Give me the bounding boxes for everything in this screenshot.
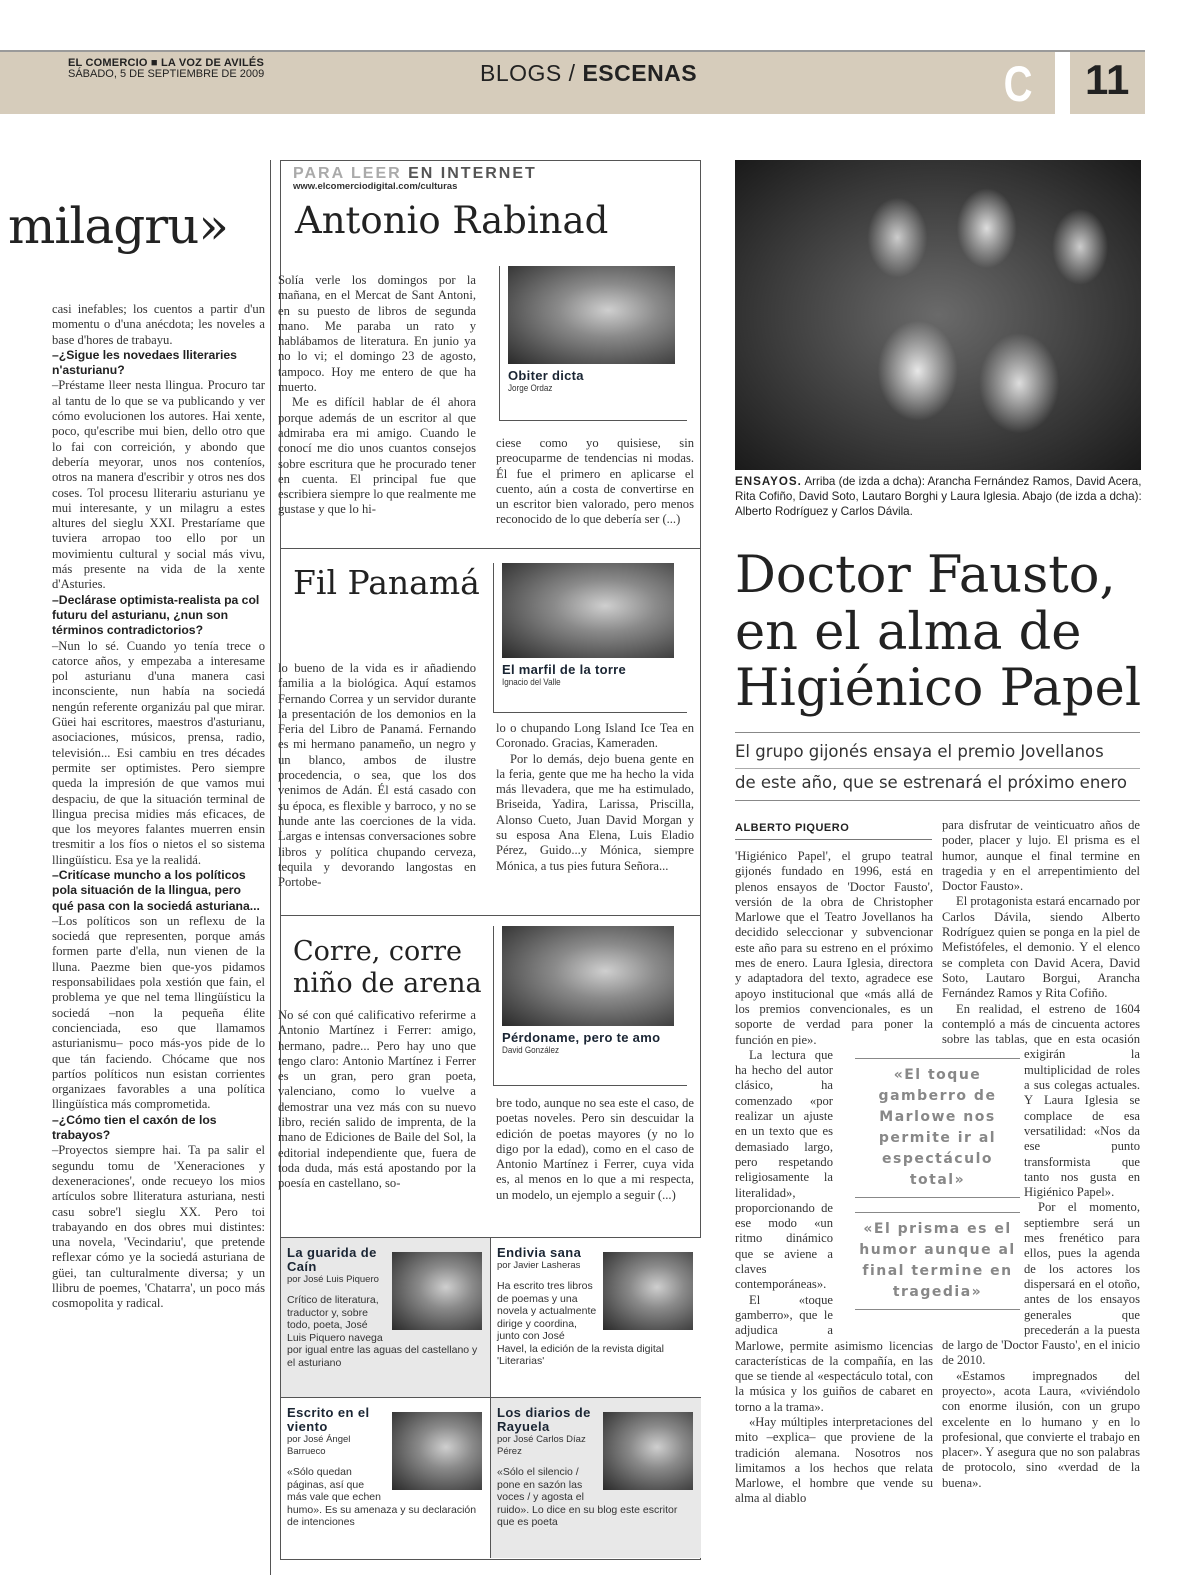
blogger-photo [603, 1412, 693, 1490]
paragraph: Por el momento, septiembre será un mes frenético para ellos, pues la agenda de los actores los dispersará en el otoño, antes de los ensayos generales que precederán a la puesta de largo de 'Doctor Fausto', en el inicio de 2010. [942, 1200, 1140, 1368]
paragraph: El protagonista estará encarnado por Carlos Dávila, siendo Alberto Rodríguez quien se ponga en la piel de Mefistófeles, el demonio. Y el elenco se completa con David Acera, David Soto, Lautaro Borgui, Arancha Fernández Ramos y Rita Cofiño. [942, 894, 1140, 1001]
blog-description: «Sólo quedan páginas, así que más vale que echen humo». Es su amenaza y su declaración de intenciones [287, 1466, 477, 1528]
c-logo: C [1003, 56, 1033, 112]
author-photo [502, 926, 674, 1026]
paragraph: Por lo demás, dejo buena gente en la feria, gente que me ha hecho la vida más llevadera, que me ha estimulado, Briseida, Yadira, Larissa, Priscilla, Alonso Cueto, Juan David Morgan y su esposa Ana Elena, Luis Eladio Pérez, Guido...y Mónica, siempre Mónica, a tus pies futura Señora... [496, 751, 694, 873]
publication-name: EL COMERCIO ■ LA VOZ DE AVILÉS [68, 57, 264, 69]
paragraph: Solía verle los domingos por la mañana, en el Mercat de Sant Antoni, en su puesto de libros de segunda mano. Me paraba un rato y hablábamos de literatura. En junio ya no lo vi; el domingo 23 de agosto, tampoco. Hoy me entero de que ha muerto. [278, 273, 476, 395]
paragraph: Me es difícil hablar de él ahora porque además de un escritor al que admiraba era mi amigo. Cuando le conocí me dio unos cuantos consejos sobre escritura que he procurado tener en cuenta. El principal fue que escribiera siempre lo que realmente me gustase y que lo hi- [278, 395, 476, 517]
caption-label: ENSAYOS. [735, 475, 802, 488]
kicker-light: PARA LEER [293, 165, 409, 182]
blog-section-corre [278, 916, 700, 1238]
paragraph: para disfrutar de veinticuatro años de poder, placer y lujo. El prisma es el humor, aunque el final termine en tragedia y en el arrepentimiento del Doctor Fausto». [942, 818, 1140, 894]
blog-cell[interactable] [281, 1238, 491, 1398]
pullquotes [855, 1058, 1020, 1310]
blog-section-panama [278, 549, 700, 916]
blog-name[interactable]: Obiter dicta [508, 368, 584, 383]
blog-description: Ha escrito tres libros de poemas y una novela y actualmente dirige y coordina, junto con José Havel, la edición de la revista digital 'Literarias' [497, 1280, 664, 1367]
section-title: Fil Panamá [293, 563, 480, 602]
column-rule [270, 160, 271, 1575]
kicker-dark: EN INTERNET [408, 165, 537, 182]
rehearsal-photo [735, 160, 1141, 470]
subhead-line: El grupo gijonés ensaya el premio Jovellanos [735, 742, 1104, 761]
section-text-col2 [496, 1096, 694, 1203]
section-bold: ESCENAS [582, 60, 698, 86]
main-headline: Doctor Fausto, en el alma de Higiénico Papel [735, 546, 1142, 718]
publication-info [68, 58, 264, 80]
page-number: 11 [1085, 56, 1130, 103]
subhead-line: de este año, que se estrenará el próximo enero [735, 773, 1127, 792]
internet-url[interactable]: www.elcomerciodigital.com/culturas [293, 181, 458, 192]
blog-name[interactable]: El marfil de la torre [502, 662, 627, 677]
pullquote: «El toque gamberro de Marlowe nos permite ir al espectáculo total» [855, 1058, 1020, 1198]
section-title [480, 60, 697, 87]
paragraph: El «toque gamberro», que le adjudica a Marlowe, permite asimismo licencias características de la compañía, en las que se tiende al «espectáculo total, con la música y los guiños de cabaret en torno a la trama». [735, 1292, 933, 1414]
blog-title[interactable]: Los diarios de Rayuela [497, 1405, 591, 1434]
paragraph: lo o chupando Long Island Ice Tea en Coronado. Gracias, Kameraden. [496, 721, 694, 751]
blog-title[interactable]: Endivia sana [497, 1245, 582, 1260]
section-text-col1 [278, 661, 476, 890]
blogger-photo [603, 1252, 693, 1330]
paragraph: «Estamos impregnados del proyecto», acota Laura, «viviéndolo con enorme ilusión, con un grupo excelente en lo humano y en lo profesional, que convierte el trabajo en placer». Y asegura que no son palabras de protocolo, sino «verdad de la buena». [942, 1368, 1140, 1490]
blogger-photo [392, 1412, 482, 1490]
section-text-col1 [278, 273, 476, 518]
interview-question: –¿Sigue les novedaes lliteraries n'asturianu? [52, 347, 237, 378]
section-text-col2 [496, 721, 694, 874]
paragraph: 'Higiénico Papel', el grupo teatral gijonés fundado en 1996, está en plenos ensayos de 'Doctor Fausto', versión de la obra de Christopher Marlowe que el Teatro Jovellanos ha decidido seleccionar y subvencionar este año para su estreno en el próximo mes de enero. Laura Iglesia, directora y adaptadora del texto, agradece ese apoyo institucional que «más allá de los premios convencionales, es un soporte de verdad para poner la función en pie». [735, 849, 933, 1047]
subheadline [735, 736, 1140, 798]
blog-cell[interactable] [491, 1238, 701, 1398]
blog-author: Jorge Ordaz [508, 383, 553, 394]
caption-text: Arriba (de izda a dcha): Arancha Fernández Ramos, David Acera, Rita Cofiño, David Soto, Lautaro Borghi y Laura Iglesia. Abajo (de izda a dcha): Alberto Rodríguez y Carlos Dávila. [735, 475, 1142, 518]
interview-answer: –Préstame lleer nesta llingua. Procuro tar al tantu de lo que se va publicando y ver cómo evolucionen los autores. Hai xente, poco, qu'escribe mui bien, dello otro que lo fai con correición, y abondo que debería meyorar, unos nos conteníos, otros na manera d'escribir y otros nes dos coses. Tol procesu lliterariu asturianu ye mui interesante, y un milagru a estes altures del sieglu XXI. Prestaríame que tuviera arropao too ello por un movimientu cultural y social más vivu, más presente na vida de la xente d'Asturies. [52, 378, 265, 592]
section-light: BLOGS / [480, 60, 583, 86]
blog-title[interactable]: La guarida de Caín [287, 1245, 377, 1274]
paragraph: No sé con qué calificativo referirme a Antonio Martínez i Ferrer: amigo, hermano, padre... Pero hay uno que tengo claro: Antonio Martínez i Ferrer es un gran, pero gran poeta, valenciano, como lo vuelve a demostrar una vez más con su nuevo libro, recién salido de imprenta, de la mano de Ediciones de Baile del Sol, la editorial independiente que, fuera de toda duda, más está apostando por la poesía en castellano, so- [278, 1008, 476, 1191]
subhead-rule [735, 732, 1140, 733]
blog-title[interactable]: Escrito en el viento [287, 1405, 370, 1434]
paragraph: bre todo, aunque no sea este el caso, de poetas noveles. Pero sin descuidar la edición de poetas mayores (y no lo digo por la edad), como en el caso de Antonio Martínez i Ferrer, cuya vida es, al menos en lo que a mi respecta, un modelo, un ejemplo a seguir (...) [496, 1096, 694, 1202]
blog-description: «Sólo el silencio / pone en sazón las voces / y agosta el ruido». Lo dice en su blog este escritor que es poeta [497, 1466, 678, 1528]
author-photo [502, 563, 674, 658]
interview-answer: –Proyectos siempre hai. Ta pa salir el segundu tomu de 'Xeneraciones y dexeneraciones', onde recueyo los mios artículos sobre lliteratura asturiana, nesti casu sobre'l sieglu XX. Pero toi trabayando en dos obres mui distintes: una novela, 'Vecindariu', que pretende reflexar cómo ye la sociedá asturiana de güei, tan culturalmente diversa; y un llibru de poemes, 'Chatarra', un poco más cosmopolita y radical. [52, 1143, 265, 1311]
left-article-body [52, 302, 265, 1312]
blog-name[interactable]: Pérdoname, pero te amo [502, 1030, 661, 1045]
blog-card[interactable] [493, 926, 687, 1086]
blog-author: por José Carlos Díaz Pérez [497, 1434, 586, 1457]
interview-question: –Declárase optimista-realista pa col futuru del asturianu, ¿nun son términos contradictorios? [52, 592, 260, 638]
blog-description: Crítico de literatura, traductor y, sobre todo, poeta, José Luis Piquero navega por igual entre las aguas del castellano y el asturiano [287, 1294, 478, 1369]
blog-author: por José Ángel Barrueco [287, 1434, 351, 1457]
paragraph: En realidad, el estreno de 1604 contempló a más de cincuenta actores sobre las tablas, que en esta ocasión exigirán la multiplicidad de roles a sus colegas actuales. Y Laura Iglesia se complace de esa versatilidad: «Nos da ese punto transformista que tanto nos gusta en Higiénico Papel». [942, 1001, 1140, 1200]
blog-author: por José Luis Piquero [287, 1274, 379, 1285]
interview-question: –Critícase muncho a los políticos pola situación de la llingua, pero qué pasa con la sociedá asturiana... [52, 867, 260, 913]
blogger-photo [392, 1252, 482, 1330]
section-text-col2 [496, 436, 694, 528]
interview-answer: –Nun lo sé. Cuando yo tenía trece o catorce años, y empezaba a interesame pol asturianu d'una manera casi inconsciente, nun había na sociedá nengún referente organizáu pal que mirar. Güei hai escritores, maestros d'asturianu, asociaciones, músicos, prensa, radio, televisión... Esi cambiu en tres décades permite ser optimistes. Pero siempre queda la impresión de que vamos mui despaciu, de que la situación terminal de llingua precisa midies más eficaces, de que los meyores falantes muerren ensin tresmitir a los fíos o nietos el so sistema llingüísticu. Esa ye la realidá. [52, 638, 265, 867]
author-photo [508, 266, 675, 364]
issue-date: SÁBADO, 5 DE SEPTIEMBRE DE 2009 [68, 68, 265, 80]
internet-kicker [293, 166, 537, 182]
section-text-col1 [278, 1008, 476, 1192]
paragraph: lo bueno de la vida es ir añadiendo familia a la biológica. Aquí estamos Fernando Correa y un servidor durante la presentación de los demonios en la Feria del Libro de Panamá. Fernando es mi hermano panameño, un negro y un blanco, ambos de ilustre procedencia, o sea, que los dos venimos de Adán. Él está casado con su época, es flexible y barroco, y no se hunde ante las coerciones de la vida. Largas e intensas conversaciones sobre libros y política chupando cerveza, tequila y devorando langostas en Portobe- [278, 661, 476, 890]
section-title: Antonio Rabinad [295, 199, 609, 242]
blog-author: Ignacio del Valle [502, 677, 561, 688]
blog-cell[interactable] [491, 1398, 701, 1558]
paragraph: La lectura que ha hecho del autor clásico, ha comenzado «por realizar un ajuste en un texto que es demasiado largo, pero respetando religiosamente la literalidad», proporcionando de ese modo «un ritmo dinámico que se aviene a claves contemporáneas». [735, 1047, 833, 1292]
interview-answer: casi inefables; los cuentos a partir d'un momentu o d'una anécdota; les noveles a base d'hores de trabayu. [52, 302, 265, 347]
section-title: Corre, corre niño de arena [293, 936, 482, 999]
blog-author: por Javier Lasheras [497, 1260, 581, 1271]
subhead-rule [735, 768, 1140, 769]
blog-card[interactable] [499, 266, 687, 421]
photo-caption [735, 474, 1145, 519]
blog-cell[interactable] [281, 1398, 491, 1558]
blog-section-rabinad [278, 161, 700, 549]
paragraph: ciese como yo quisiese, sin preocuparme de tendencias ni modas. Él fue el primero en aplicarse el cuento, aún a costa de convertirse en un escritor bien valorado, pero menos reconocido de lo que debería ser (...) [496, 436, 694, 527]
paragraph: «Hay múltiples interpretaciones del mito –explica– que proviene de la tradición alemana. Nosotros nos limitamos a los hechos que relata Marlowe, el hombre que vende su alma al diablo [735, 1414, 933, 1506]
internet-box [280, 160, 701, 1560]
left-headline: milagru» [8, 197, 228, 255]
interview-question: –¿Cómo tien el caxón de los trabayos? [52, 1112, 217, 1143]
pullquote: «El prisma es el humor aunque al final termine en tragedia» [855, 1212, 1020, 1310]
blog-card[interactable] [493, 563, 687, 713]
blog-author: David González [502, 1045, 560, 1056]
subhead-rule [735, 800, 1140, 801]
logo-strip [1055, 52, 1070, 122]
interview-answer: –Los políticos son un reflexu de la sociedá que representen, porque amás formen parte d'ella, nun vienen de la lluna. Paezme bien que-yos pidamos responsabilidaes pola xestión que fain, el problema ye que nel tema llingüísticu la sociedá –non la pequeña élite concienciada, eso que llamamos asturianismu– poco más-yos pide de lo que tán faciendo. Chócame que nos partíos políticos nun esistan corrientes organizaes favorables a una política llingüística más comprometida. [52, 913, 265, 1112]
byline: ALBERTO PIQUERO [735, 822, 932, 840]
